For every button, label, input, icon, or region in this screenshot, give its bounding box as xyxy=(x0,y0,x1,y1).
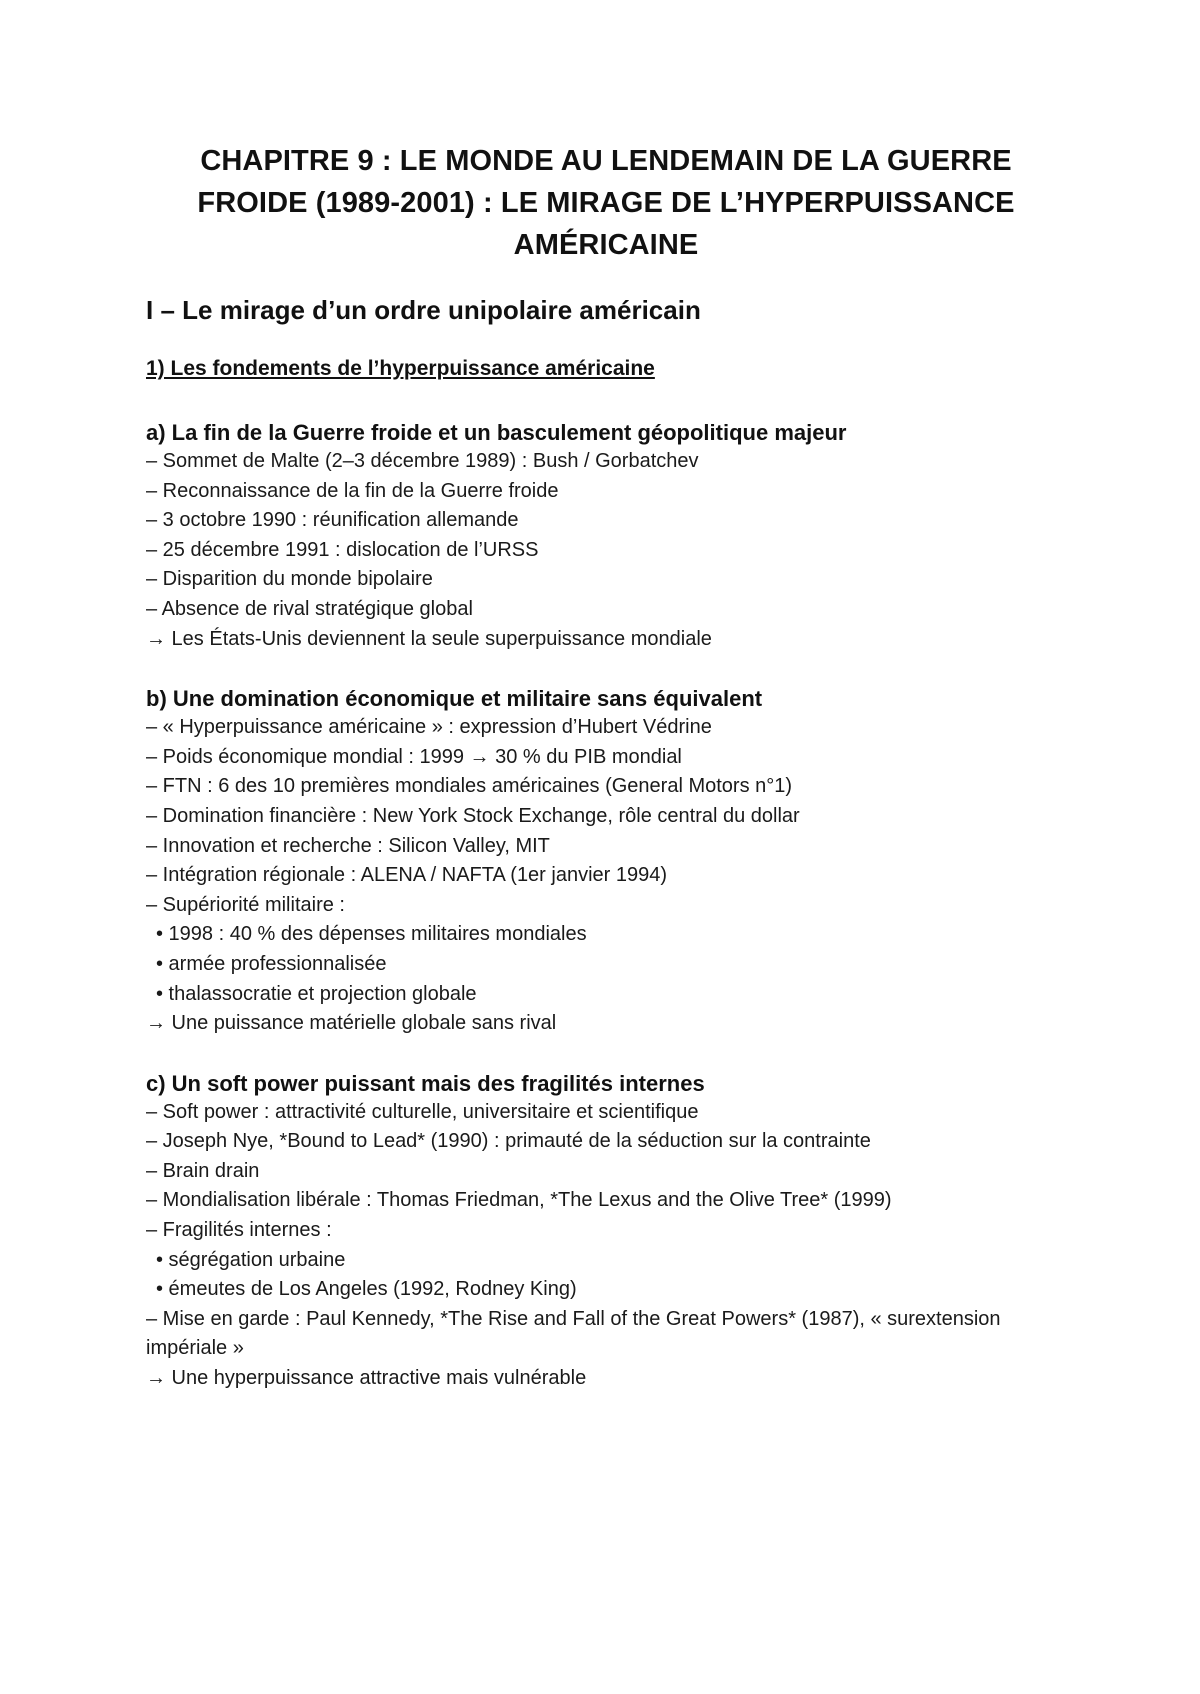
list-item: – Reconnaissance de la fin de la Guerre froide xyxy=(146,479,559,502)
list-item: – Soft power : attractivité culturelle, universitaire et scientifique xyxy=(146,1100,699,1123)
list-item: – « Hyperpuissance américaine » : expression d’Hubert Védrine xyxy=(146,716,712,739)
section-heading: c) Un soft power puissant mais des fragilités internes xyxy=(146,1070,705,1096)
bullet-item: • émeutes de Los Angeles (1992, Rodney King) xyxy=(156,1278,577,1301)
list-item: – Absence de rival stratégique global xyxy=(146,597,473,620)
list-item: – Disparition du monde bipolaire xyxy=(146,568,433,591)
bullet-item: • ségrégation urbaine xyxy=(156,1248,346,1271)
list-item: – 25 décembre 1991 : dislocation de l’URSS xyxy=(146,538,539,561)
bullet-item: • 1998 : 40 % des dépenses militaires mondiales xyxy=(156,923,587,946)
list-item: – Mondialisation libérale : Thomas Friedman, *The Lexus and the Olive Tree* (1999) xyxy=(146,1189,892,1212)
conclusion-line: → Une puissance matérielle globale sans rival xyxy=(146,1012,557,1035)
list-item: – Poids économique mondial : 1999 → 30 % du PIB mondial xyxy=(146,745,682,768)
section-c xyxy=(146,1069,1066,1394)
list-item: – Domination financière : New York Stock Exchange, rôle central du dollar xyxy=(146,804,800,827)
list-item: – Brain drain xyxy=(146,1159,260,1182)
document-page xyxy=(146,140,1066,1394)
list-item: – Joseph Nye, *Bound to Lead* (1990) : primauté de la séduction sur la contrainte xyxy=(146,1130,871,1153)
part-heading: I – Le mirage d’un ordre unipolaire américain xyxy=(146,295,701,325)
list-item: – 3 octobre 1990 : réunification allemande xyxy=(146,509,519,532)
list-item: – Intégration régionale : ALENA / NAFTA (1er janvier 1994) xyxy=(146,864,668,887)
list-item: – Sommet de Malte (2–3 décembre 1989) : Bush / Gorbatchev xyxy=(146,450,699,472)
list-item: – Fragilités internes : xyxy=(146,1219,332,1242)
list-item: – Innovation et recherche : Silicon Valley, MIT xyxy=(146,834,550,857)
section-b xyxy=(146,684,1066,1039)
list-item: – Mise en garde : Paul Kennedy, *The Rise and Fall of the Great Powers* (1987), « surextension impériale » xyxy=(146,1307,1001,1360)
bullet-item: • thalassocratie et projection globale xyxy=(156,982,477,1005)
sub-heading: 1) Les fondements de l’hyperpuissance américaine xyxy=(146,357,655,380)
list-item: – Supériorité militaire : xyxy=(146,893,345,916)
list-item: – FTN : 6 des 10 premières mondiales américaines (General Motors n°1) xyxy=(146,775,793,798)
conclusion-line: → Une hyperpuissance attractive mais vulnérable xyxy=(146,1367,587,1390)
conclusion-line: → Les États-Unis deviennent la seule superpuissance mondiale xyxy=(146,627,712,650)
bullet-item: • armée professionnalisée xyxy=(156,952,387,975)
document-title: CHAPITRE 9 : LE MONDE AU LENDEMAIN DE LA GUERRE FROIDE (1989-2001) : LE MIRAGE DE L’HYPERPUISSANCE AMÉRICAINE xyxy=(197,145,1015,261)
section-a xyxy=(146,418,1066,654)
section-heading: a) La fin de la Guerre froide et un basculement géopolitique majeur xyxy=(146,420,847,445)
section-heading: b) Une domination économique et militaire sans équivalent xyxy=(146,686,763,712)
